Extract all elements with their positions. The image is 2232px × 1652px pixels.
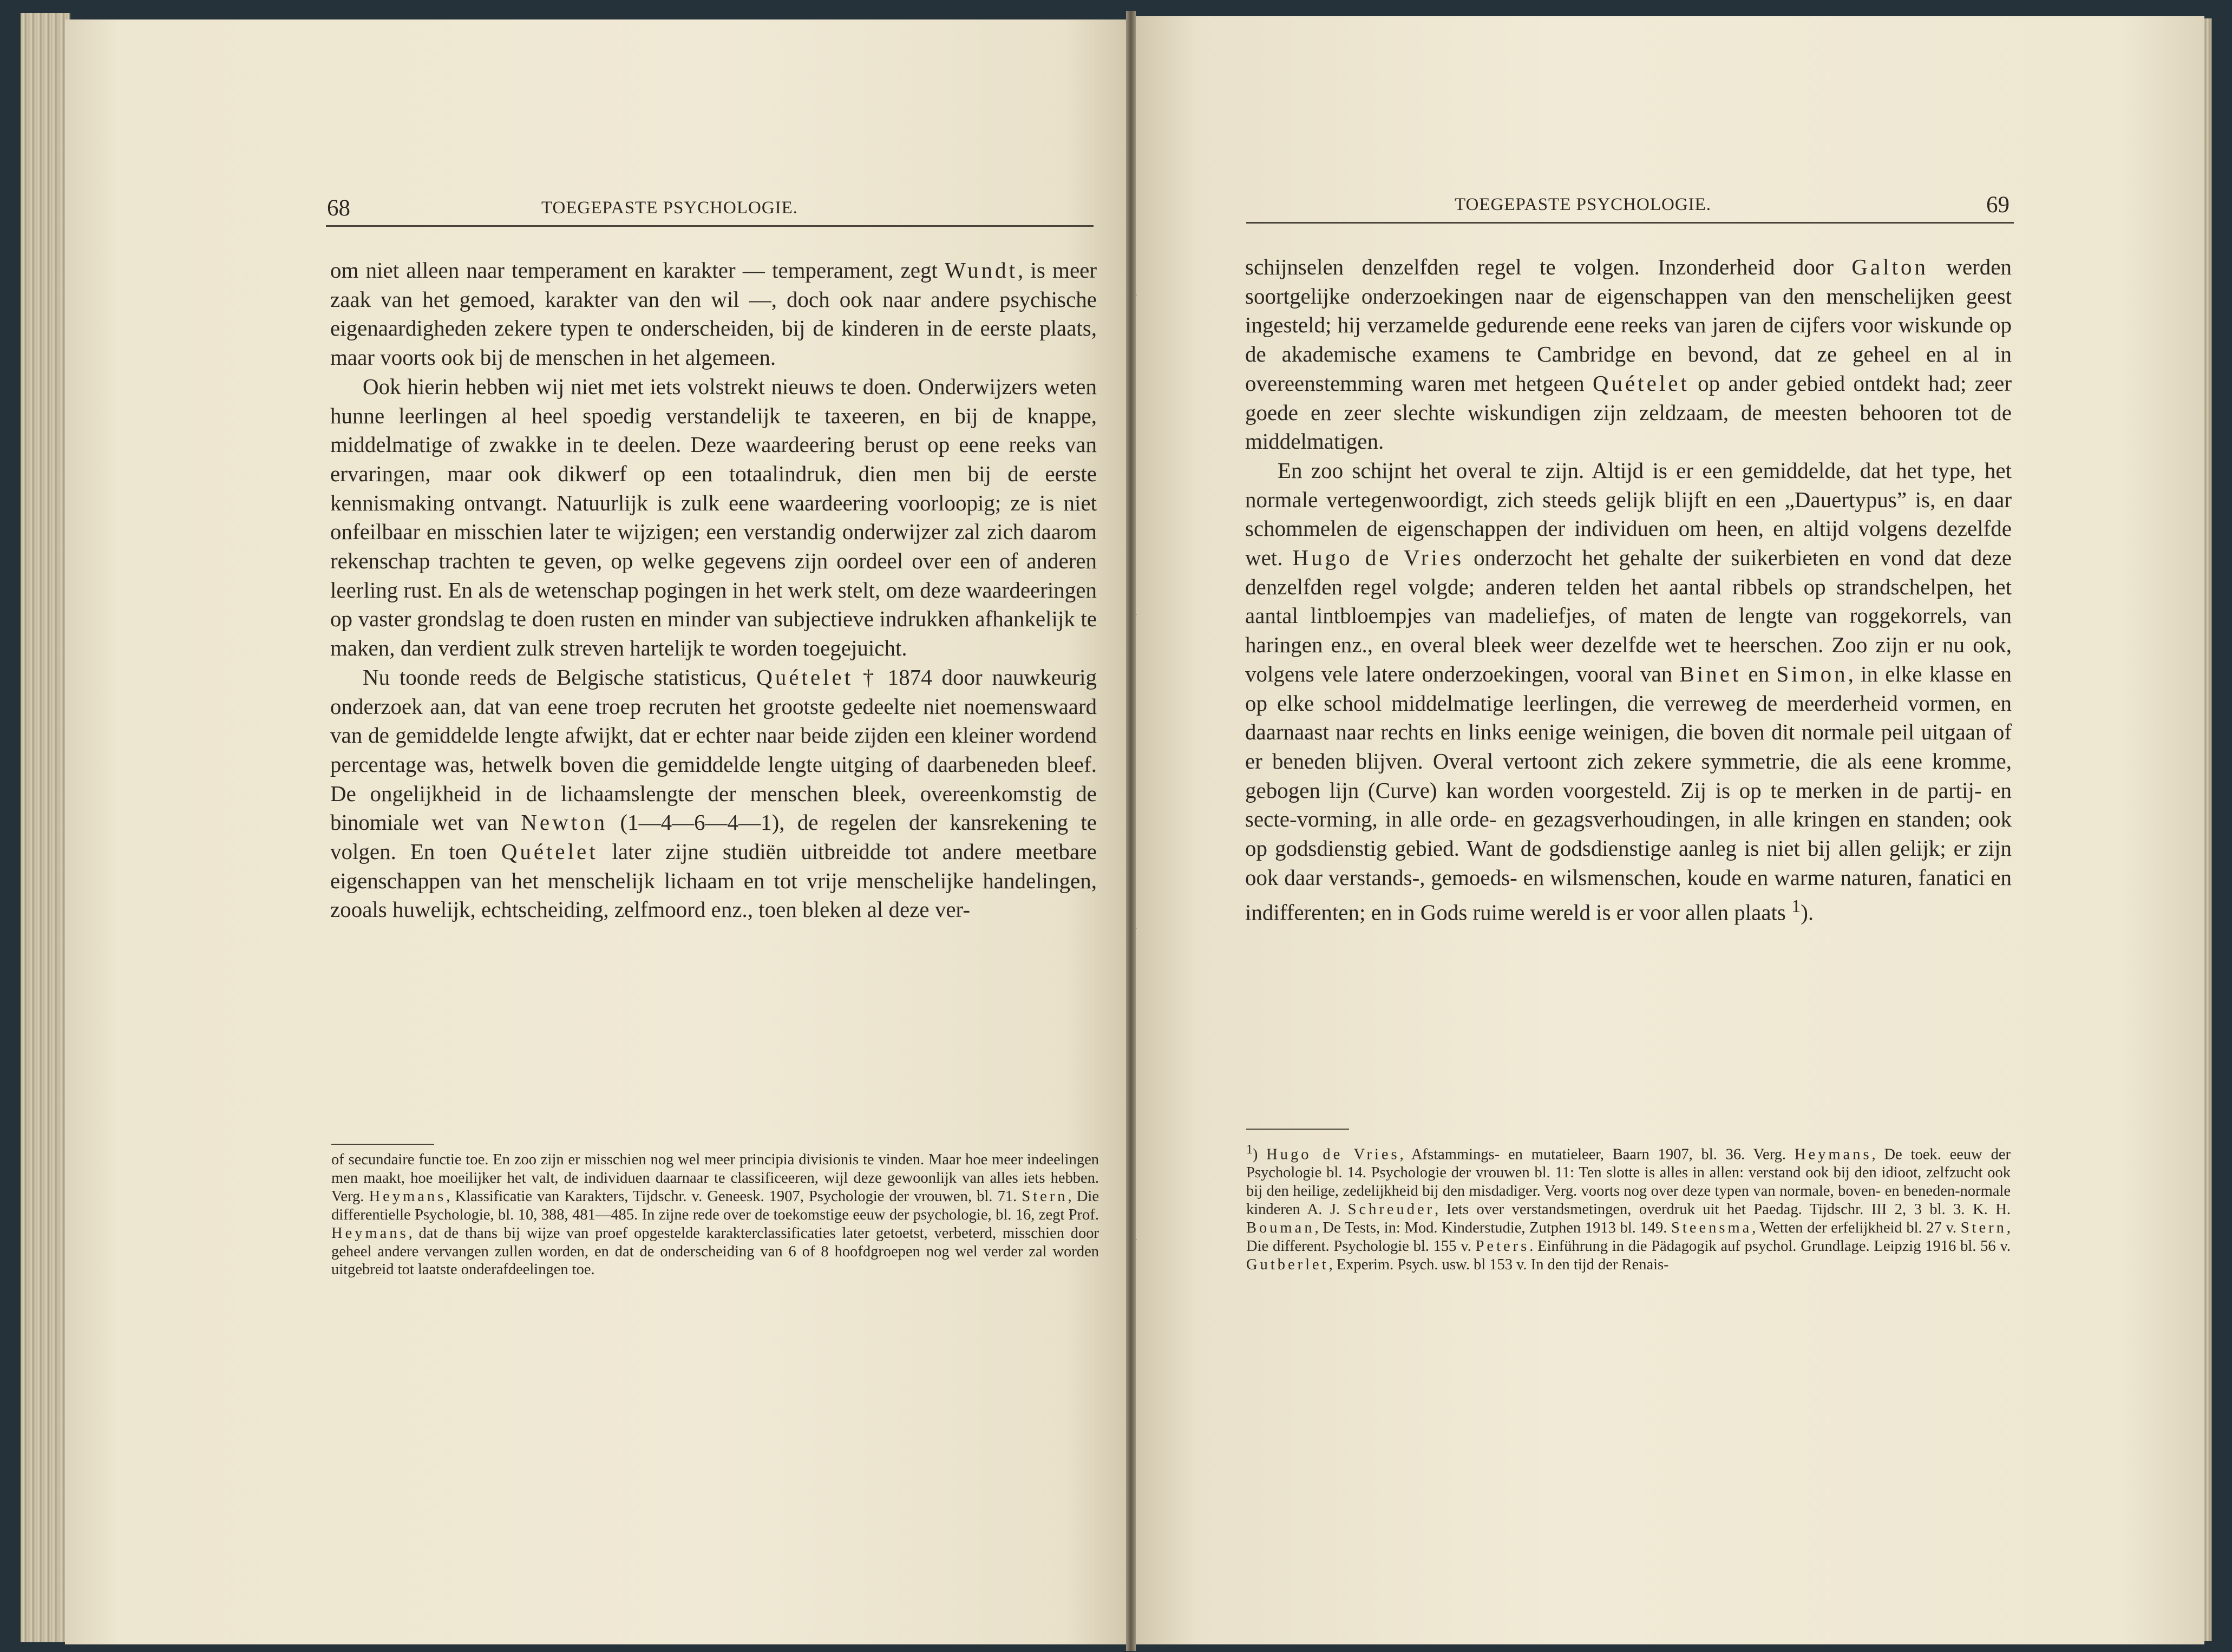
footnote-text: [1246, 1141, 2011, 1274]
spaced-name: Quételet: [1592, 370, 1690, 396]
paragraph: [1245, 253, 2012, 456]
right-footnote-rule: [1246, 1129, 1349, 1130]
text-run: Nu toonde reeds de Belgische statisticus,: [363, 664, 757, 690]
text-run: , De Tests, in: Mod. Kinderstudie, Zutphen 1913 bl. 149.: [1314, 1220, 1672, 1237]
spaced-name: Galton: [1851, 254, 1928, 279]
spaced-name: Newton: [521, 810, 608, 835]
text-run: , Afstammings- en mutatieleer, Baarn 1907, bl. 36. Verg.: [1399, 1146, 1795, 1163]
text-run: , Klassificatie van Karakters, Tijdschr. v. Geneesk. 1907, Psychologie der vrouwen, bl. 71.: [446, 1188, 1022, 1205]
left-footnote-rule: [331, 1144, 434, 1145]
text-run: onderzocht het gehalte der suikerbieten en vond dat deze denzelfden regel volgde; anderen telden het aantal ribbels op strandschelpen, het aantal lintbloempjes van madeliefjes, of maten de lengte van roggekorrels, van haringen enz., en overal bleek weer dezelfde wet te heerschen. Zoo zijn er nu ook, volgens vele latere onderzoekingen, vooral van: [1245, 545, 2012, 686]
spaced-name: Quételet: [501, 839, 598, 864]
text-run: werden soortgelijke onderzoekingen naar de eigenschappen van den menschelijken geest ingesteld; hij verzamelde gedurende eene reeks van jaren de cijfers voor wiskunde op de akademische examens te Cambridge en bevond, dat ze geheel en al in overeenstemming waren met hetgeen: [1245, 254, 2012, 396]
text-run: En zoo schijnt het overal te zijn. Altijd is er een gemiddelde, dat het type, het normale vertegenwoordigt, zich steeds gelijk blijft en een „Dauertypus” is, en daar schommelen de eigenschappen der individuen om heen, en altijd volgens dezelfde wet.: [1245, 457, 2012, 571]
left-body-text: [330, 256, 1097, 925]
footnote-marker: 1: [1246, 1143, 1253, 1157]
text-run: , Wetten der erfelijkheid bl. 27 v.: [1752, 1220, 1961, 1237]
text-run: , Iets over verstandsmetingen, overdruk uit het Paedag. Tijdschr. III 2, 3 bl. 3. K. H.: [1435, 1201, 2011, 1218]
spaced-name: Bouman: [1246, 1220, 1315, 1237]
page-number-left: 68: [327, 195, 350, 221]
spaced-name: Stern: [1022, 1188, 1068, 1205]
right-body-text: [1245, 253, 2012, 928]
page-edges: [21, 13, 70, 1642]
text-run: , De toek. eeuw der Psychologie bl. 14. Psychologie der vrouwen bl. 11: Ten slotte is alles in allen: verstand ook bij den idioot, zelfzucht ook bij den heilige, zedelijkheid bij den misdadiger. Verg. voorts nog over deze typen van normale, boven- en beneden-normale kinderen A. J.: [1246, 1146, 2011, 1218]
text-run: . Einführung in die Pädagogik auf psychol. Grundlage. Leipzig 1916 bl. 56 v.: [1529, 1238, 2011, 1255]
text-run: schijnselen denzelfden regel te volgen. Inzonderheid door: [1245, 254, 1852, 279]
right-running-head: [1246, 189, 2014, 224]
text-run: , dat de thans bij wijze van proef opgestelde karakterclassificaties later getoetst, verbeterd, misschien door geheel andere vervangen zullen worden, en dat de onderscheiding van 6 of 8 hoofdgroepen nog wel verder zal worden uitgebreid tot laatste onderafdeelingen toe.: [331, 1224, 1099, 1279]
text-run: , in elke klasse en op elke school middelmatige leerlingen, die verreweg de meerderheid vormen, en daarnaast naar rechts en links eenige weinigen, die boven dit normale peil uitgaan of er beneden blijven. Overal vertoont zich zekere symmetrie, die als eene kromme, gebogen lijn (Curve) kan worden voorgesteld. Zij is op te merken in de partij- en secte-vorming, in alle orde- en gezagsverhoudingen, in alle kringen en standen; ook op godsdienstig gebied. Want de godsdienstige aanleg is niet bij allen gelijk; er zijn ook daar verstands-, gemoeds- en wilsmenschen, koude en warme naturen, fanatici en indifferenten; en in Gods ruime wereld is er voor allen plaats: [1245, 661, 2012, 926]
book-gutter: [1126, 11, 1136, 1651]
right-footnote: [1246, 1141, 2011, 1274]
text-run: ).: [1801, 900, 1814, 926]
spaced-name: Steensma: [1671, 1220, 1752, 1237]
text-run: om niet alleen naar temperament en karakter — temperament, zegt: [330, 258, 945, 283]
paragraph: [330, 256, 1097, 372]
text-run: , Die differentielle Psychologie, bl. 10, 388, 481—485. In zijne rede over de toekomstige eeuw der psychologie, bl. 16, zegt Prof.: [331, 1188, 1099, 1223]
spaced-name: Simon: [1776, 661, 1848, 686]
text-run: (1—4—6—4—1), de regelen der kansrekening te volgen. En toen: [330, 810, 1097, 864]
text-run: , Experim. Psych. usw. bl 153 v. In den tijd der Renais-: [1328, 1256, 1669, 1273]
footnote-text: [331, 1151, 1099, 1279]
spaced-name: Peters: [1475, 1238, 1530, 1255]
left-footnote: [331, 1151, 1099, 1279]
spaced-name: Hugo de Vries: [1292, 545, 1464, 571]
right-page: [1133, 16, 2204, 1644]
running-head-title-right: TOEGEPASTE PSYCHOLOGIE.: [1455, 195, 1712, 214]
text-run: en: [1741, 661, 1777, 686]
paragraph: [330, 372, 1097, 663]
running-head-title-left: TOEGEPASTE PSYCHOLOGIE.: [541, 198, 798, 218]
spaced-name: Heymans: [1794, 1146, 1872, 1163]
spaced-name: Schreuder: [1347, 1201, 1435, 1218]
paragraph: [1245, 456, 2012, 928]
footnote-marker: 1: [1791, 896, 1801, 917]
text-run: of secundaire functie toe. En zoo zijn er misschien nog wel meer principia divisionis te vinden. Maar hoe meer indeelingen men maakt, hoe moeilijker het valt, de individuen daarnaar te classificeeren, wijl deze gewoonlijk van alles iets hebben. Verg.: [331, 1151, 1099, 1205]
spaced-name: Heymans: [331, 1224, 409, 1242]
text-run: later zijne studiën uitbreidde tot andere meetbare eigenschappen van het menschelijk lichaam en tot vrije menschelijke handelingen, zooals huwelijk, echtscheiding, zelfmoord enz., toen bleken al deze ver-: [330, 839, 1097, 922]
text-run: ): [1252, 1146, 1267, 1163]
left-page: [65, 19, 1129, 1644]
spaced-name: Heymans: [369, 1188, 447, 1205]
spaced-name: Wundt: [945, 258, 1018, 283]
left-running-head: [326, 193, 1094, 227]
spaced-name: Quételet: [756, 664, 854, 690]
text-run: † 1874 door nauwkeurig onderzoek aan, dat van eene troep recruten het grootste gedeelte niet noemenswaard van de gemiddelde lengte afwijkt, dat er echter naar beide zijden een kleiner wordend percentage was, hetwelk boven die gemiddelde lengte uitging of daarbeneden bleef. De ongelijkheid in de lichaamslengte der menschen bleek, overeenkomstig de binomiale wet van: [330, 664, 1097, 835]
spaced-name: Gutberlet: [1246, 1256, 1329, 1273]
page-number-right: 69: [1986, 192, 2010, 218]
text-run: , is meer zaak van het gemoed, karakter van den wil —, doch ook naar andere psychische eigenaardigheden zekere typen te onderscheiden, bij de kinderen in de eerste plaats, maar voorts ook bij de menschen in het algemeen.: [330, 258, 1097, 370]
text-run: op ander gebied ontdekt had; zeer goede en zeer slechte wiskundigen zijn zeldzaam, de meesten behooren tot de middelmatigen.: [1245, 370, 2012, 454]
spaced-name: Hugo de Vries: [1266, 1146, 1400, 1163]
spaced-name: Binet: [1679, 661, 1742, 686]
spaced-name: Stern: [1960, 1220, 2007, 1237]
paragraph: [330, 663, 1097, 925]
text-run: , Die different. Psychologie bl. 155 v.: [1246, 1220, 2011, 1255]
text-run: Ook hierin hebben wij niet met iets volstrekt nieuws te doen. Onderwijzers weten hunne leerlingen al heel spoedig verstandelijk te taxeeren, en bij de knappe, middelmatige of zwakke in te deelen. Deze waardeering berust op eene reeks van ervaringen, maar ook dikwerf op een totaalindruk, dien men bij de eerste kennismaking ontvangt. Natuurlijk is zulk eene waardeering voorloopig; ze is niet onfeilbaar en misschien later te wijzigen; een verstandig onderwijzer zal zich daarom rekenschap trachten te geven, op welke gegevens zijn oordeel over een of anderen leerling rust. En als de wetenschap pogingen in het werk stelt, om deze waardeeringen op vaster grondslag te doen rusten en minder van subjectieve indrukken afhankelijk te maken, dan verdient zulk streven hartelijk te worden toegejuicht.: [330, 373, 1097, 661]
